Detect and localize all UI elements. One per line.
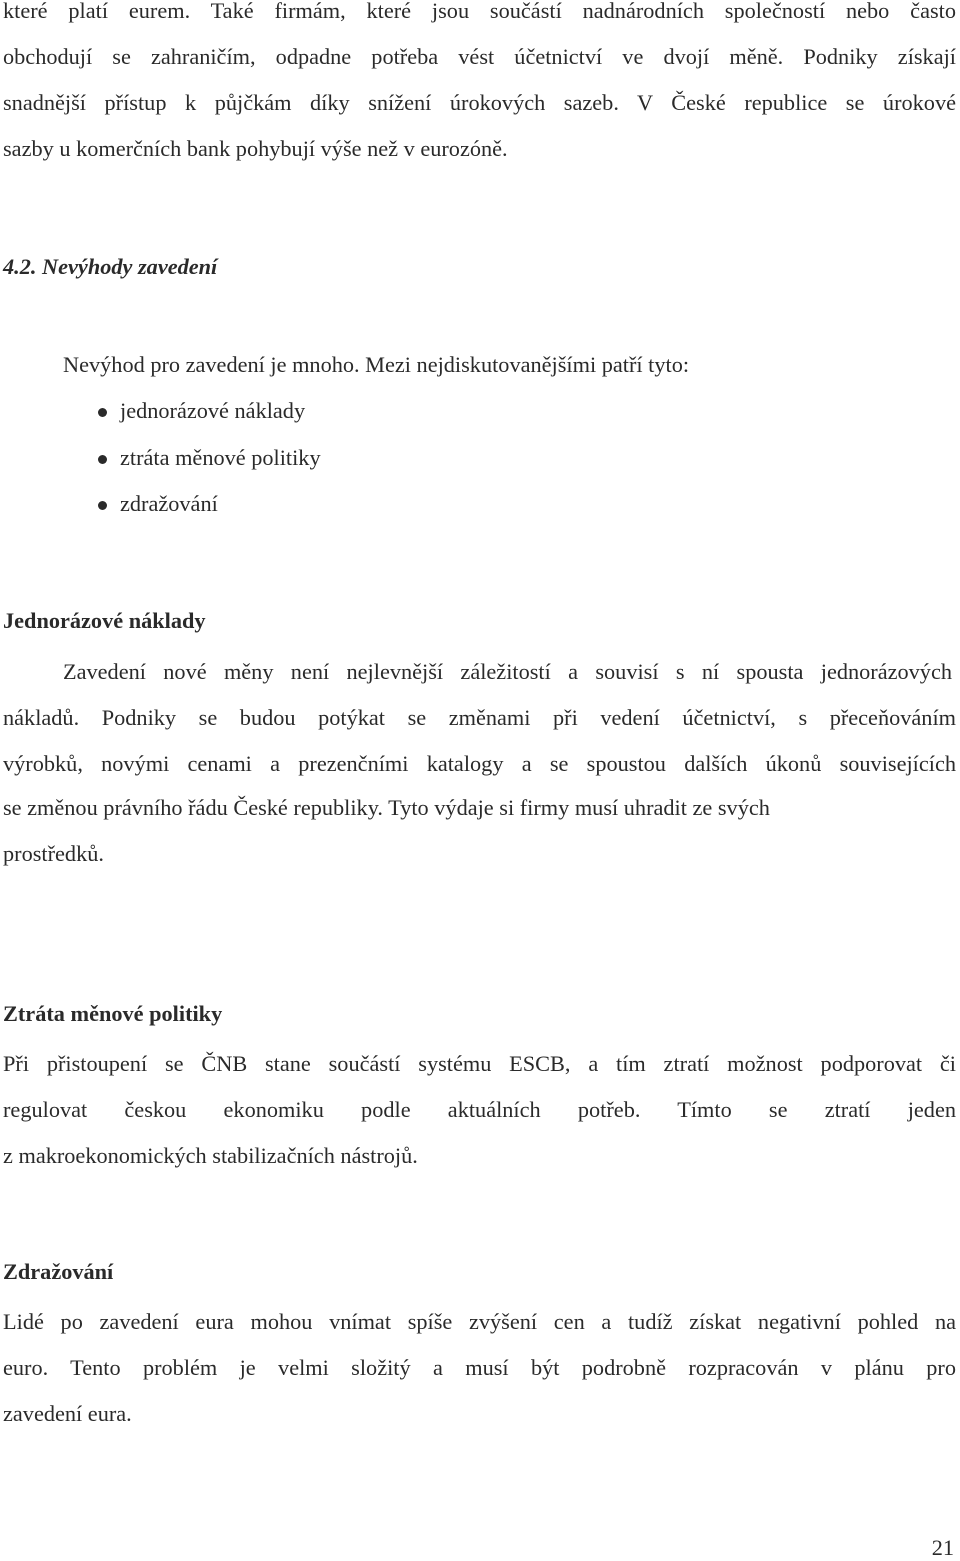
list-item-label: ztráta měnové politiky: [120, 445, 321, 470]
subsection-heading: Ztráta měnové politiky: [3, 1001, 223, 1026]
page-number: 21: [931, 1535, 954, 1560]
bullet-icon: [98, 408, 107, 417]
lead-paragraph: Nevýhod pro zavedení je mnoho. Mezi nejdiskutovanějšími patří tyto:: [63, 352, 690, 377]
paragraph-line: Zavedení nové měny není nejlevnější záležitostí a souvisí s ní spousta jednorázových: [63, 659, 952, 684]
paragraph-line: Lidé po zavedení eura mohou vnímat spíše zvýšení cen a tudíž získat negativní pohled na: [3, 1309, 956, 1334]
paragraph-line: z makroekonomických stabilizačních nástrojů.: [3, 1143, 418, 1168]
paragraph-line: regulovat českou ekonomiku podle aktuálních potřeb. Tímto se ztratí jeden: [3, 1097, 956, 1122]
paragraph-line: prostředků.: [3, 841, 104, 866]
section-title: Nevýhody zavedení: [42, 254, 218, 279]
subsection-heading: Jednorázové náklady: [3, 608, 206, 633]
section-heading: [3, 256, 956, 278]
list-item-label: zdražování: [120, 491, 218, 516]
list-item-label: jednorázové náklady: [120, 398, 306, 423]
intro-line: které platí eurem. Také firmám, které jsou součástí nadnárodních společností nebo často: [3, 0, 956, 23]
paragraph-line: výrobků, novými cenami a prezenčními katalogy a se spoustou dalších úkonů souvisejících: [3, 751, 956, 776]
paragraph-line: Při přistoupení se ČNB stane součástí systému ESCB, a tím ztratí možnost podporovat či: [3, 1051, 956, 1076]
section-number: 4.2.: [3, 254, 37, 279]
paragraph-line: zavedení eura.: [3, 1401, 132, 1426]
intro-line: snadnější přístup k půjčkám díky snížení úrokových sazeb. V České republice se úrokové: [3, 90, 956, 115]
paragraph-line: nákladů. Podniky se budou potýkat se změnami při vedení účetnictví, s přeceňováním: [3, 705, 956, 730]
paragraph-line: euro. Tento problém je velmi složitý a musí být podrobně rozpracován v plánu pro: [3, 1355, 956, 1380]
bullet-icon: [98, 501, 107, 510]
subsection-heading: Zdražování: [3, 1259, 114, 1284]
intro-line: obchodují se zahraničím, odpadne potřeba vést účetnictví ve dvojí měně. Podniky získají: [3, 44, 956, 69]
paragraph-line: se změnou právního řádu České republiky. Tyto výdaje si firmy musí uhradit ze svých: [3, 795, 770, 820]
bullet-icon: [98, 455, 107, 464]
intro-line: sazby u komerčních bank pohybují výše než v eurozóně.: [3, 136, 508, 161]
